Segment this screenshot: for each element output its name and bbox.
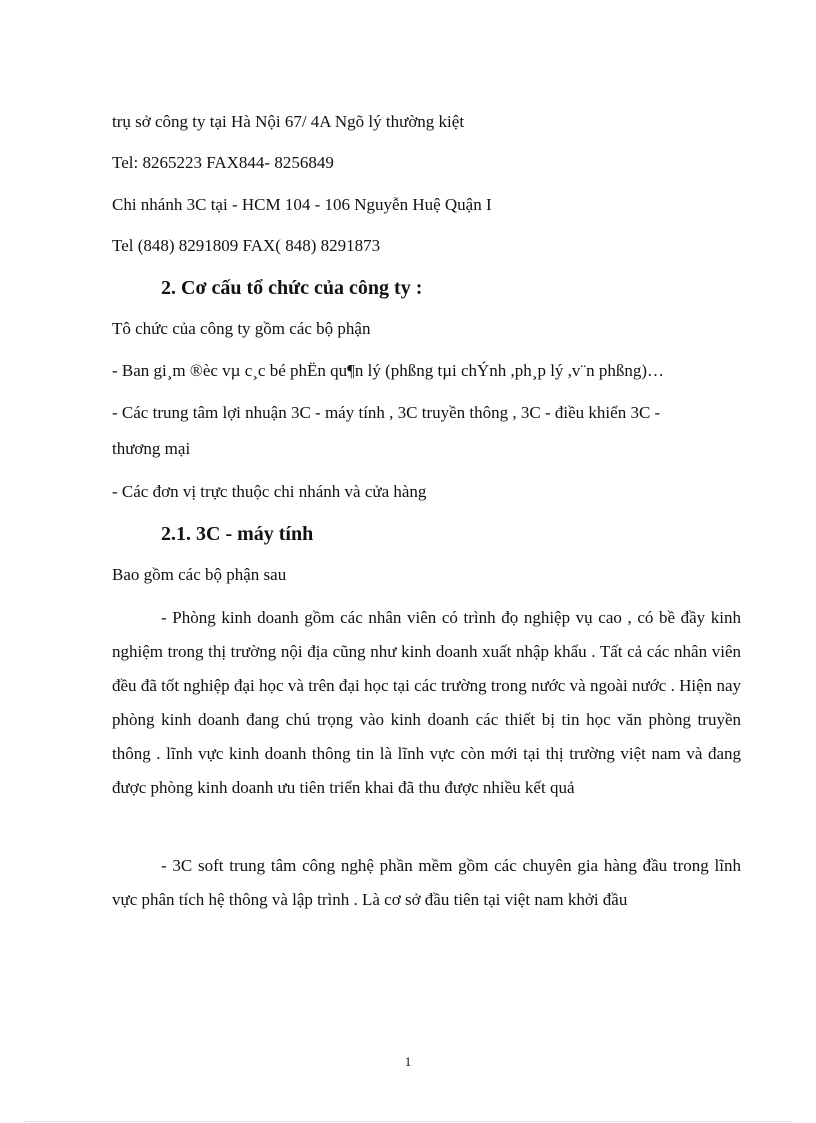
paragraph-text: - Phòng kinh doanh gồm các nhân viên có trình đọ nghiệp vụ cao , có bề đầy kinh nghiệm trong thị trường nội địa cũng như kinh doanh xuất nhập khẩu . Tất cả các nhân viên đều đã tốt nghiệp đại học và trên đại học tại các trường trong nước và ngoài nước . Hiện nay phòng kinh doanh đang chú trọng vào kinh doanh các thiết bị tin học văn phòng truyền thông . lĩnh vực kinh doanh thông tin là lĩnh vực còn mới tại thị trường việt nam và đang được phòng kinh doanh ưu tiên triển khai đã thu được nhiều kết quả xyxy=(112,608,741,797)
address-line-hcm: Chi nhánh 3C tại - HCM 104 - 106 Nguyễn Huệ Quận I xyxy=(112,195,492,214)
list-item: - Ban gi¸m ®èc vµ c¸c bé phËn qu¶n lý (phßng tµi chÝnh ,ph¸p lý ,v¨n phßng)… xyxy=(112,361,664,380)
section-heading-computers: 2.1. 3C - máy tính xyxy=(161,523,314,545)
paragraph-text: - 3C soft trung tâm công nghệ phần mềm gồm các chuyên gia hàng đầu trong lĩnh vực phân tích hệ thông và lập trình . Là cơ sở đầu tiên tại việt nam khởi đầu xyxy=(112,856,741,909)
list-item: - Các trung tâm lợi nhuận 3C - máy tính , 3C truyền thông , 3C - điều khiển 3C - xyxy=(112,403,661,422)
address-line-hcm-phone: Tel (848) 8291809 FAX( 848) 8291873 xyxy=(112,236,381,255)
paragraph-3c-soft xyxy=(112,849,741,917)
paragraph-sales-department xyxy=(112,601,741,805)
list-item: - Các đơn vị trực thuộc chi nhánh và cửa hàng xyxy=(112,482,427,501)
address-line-hanoi: trụ sở công ty tại Hà Nội 67/ 4A Ngõ lý thường kiệt xyxy=(112,112,465,131)
list-item-continuation: thương mại xyxy=(112,439,191,458)
address-line-hanoi-phone: Tel: 8265223 FAX844- 8256849 xyxy=(112,153,334,172)
page-bottom-divider xyxy=(24,1121,792,1122)
page-number: 1 xyxy=(404,1054,412,1069)
section-intro: Tô chức của công ty gồm các bộ phận xyxy=(112,319,371,338)
section-heading-organization: 2. Cơ cấu tổ chức của công ty : xyxy=(161,277,423,299)
section-intro: Bao gồm các bộ phận sau xyxy=(112,565,287,584)
